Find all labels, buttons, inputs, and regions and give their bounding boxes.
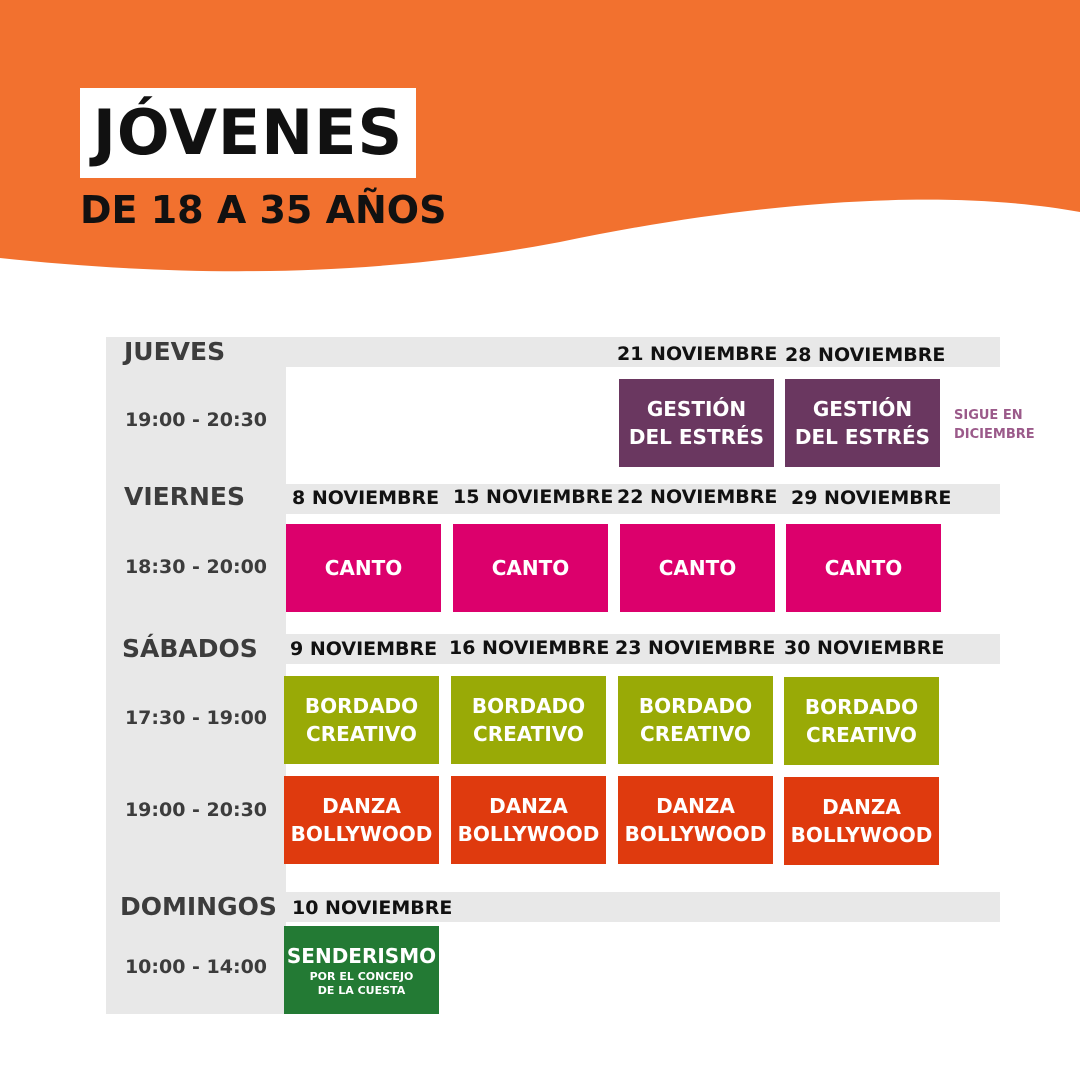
activity-tile-senderismo[interactable] (284, 926, 439, 1014)
activity-label: BORDADO (304, 694, 419, 718)
activity-tile-canto[interactable] (786, 524, 941, 612)
page-subtitle: DE 18 A 35 AÑOS (80, 188, 447, 232)
activity-label: BOLLYWOOD (457, 822, 600, 846)
date-label: 9 NOVIEMBRE (290, 638, 438, 660)
activity-tile-gestion-estres[interactable] (785, 379, 940, 467)
day-label-sabados: SÁBADOS (122, 634, 258, 663)
activity-tile-danza-bollywood[interactable] (784, 777, 939, 865)
activity-label: BORDADO (804, 695, 919, 719)
day-label-jueves: JUEVES (124, 337, 226, 366)
activity-tile-danza-bollywood[interactable] (284, 776, 439, 864)
activity-tile-bordado-creativo[interactable] (784, 677, 939, 765)
activity-label: BORDADO (638, 694, 753, 718)
time-slot: 18:30 - 20:00 (124, 556, 268, 578)
activity-label: DEL ESTRÉS (794, 425, 931, 449)
activity-label: GESTIÓN (812, 397, 913, 421)
activity-label: BOLLYWOOD (790, 823, 933, 847)
date-label: 30 NOVIEMBRE (784, 637, 945, 659)
time-slot: 17:30 - 19:00 (124, 707, 268, 729)
activity-sublabel: POR EL CONCEJO (309, 970, 414, 983)
activity-label: BOLLYWOOD (624, 822, 767, 846)
activity-label: BORDADO (471, 694, 586, 718)
date-label: 28 NOVIEMBRE (785, 344, 946, 366)
activity-tile-danza-bollywood[interactable] (451, 776, 606, 864)
activity-label: DANZA (822, 795, 901, 819)
time-slot: 10:00 - 14:00 (124, 956, 268, 978)
activity-label: CREATIVO (640, 722, 751, 746)
activity-sublabel: DE LA CUESTA (317, 984, 406, 997)
date-label: 29 NOVIEMBRE (791, 487, 952, 509)
date-label: 16 NOVIEMBRE (449, 637, 610, 659)
activity-label: GESTIÓN (646, 397, 747, 421)
activity-label: DEL ESTRÉS (628, 425, 765, 449)
note-line: SIGUE EN (954, 408, 1023, 423)
time-slot: 19:00 - 20:30 (124, 409, 268, 431)
activity-tile-bordado-creativo[interactable] (284, 676, 439, 764)
activity-tile-canto[interactable] (286, 524, 441, 612)
title-box (80, 88, 416, 178)
date-label: 22 NOVIEMBRE (617, 486, 778, 508)
page-title: JÓVENES (92, 96, 404, 169)
date-label: 21 NOVIEMBRE (617, 343, 778, 365)
activity-label: BOLLYWOOD (290, 822, 433, 846)
activity-tile-danza-bollywood[interactable] (618, 776, 773, 864)
activity-label: CREATIVO (806, 723, 917, 747)
activity-tile-bordado-creativo[interactable] (451, 676, 606, 764)
day-label-viernes: VIERNES (124, 482, 245, 511)
date-label: 10 NOVIEMBRE (292, 897, 453, 919)
activity-tile-canto[interactable] (453, 524, 608, 612)
date-label: 15 NOVIEMBRE (453, 486, 614, 508)
activity-tile-canto[interactable] (620, 524, 775, 612)
activity-label: DANZA (489, 794, 568, 818)
day-label-domingos: DOMINGOS (120, 892, 277, 921)
activity-label: CANTO (658, 556, 737, 580)
activity-label: CREATIVO (473, 722, 584, 746)
activity-label: CREATIVO (306, 722, 417, 746)
activity-label: DANZA (656, 794, 735, 818)
activity-label: DANZA (322, 794, 401, 818)
continuation-note (954, 406, 1035, 444)
activity-tile-gestion-estres[interactable] (619, 379, 774, 467)
activity-label: CANTO (824, 556, 903, 580)
activity-tile-bordado-creativo[interactable] (618, 676, 773, 764)
date-label: 23 NOVIEMBRE (615, 637, 776, 659)
time-slot: 19:00 - 20:30 (124, 799, 268, 821)
activity-label: SENDERISMO (286, 944, 437, 968)
activity-label: CANTO (324, 556, 403, 580)
date-label: 8 NOVIEMBRE (292, 487, 440, 509)
activity-label: CANTO (491, 556, 570, 580)
note-line: DICIEMBRE (954, 427, 1035, 442)
